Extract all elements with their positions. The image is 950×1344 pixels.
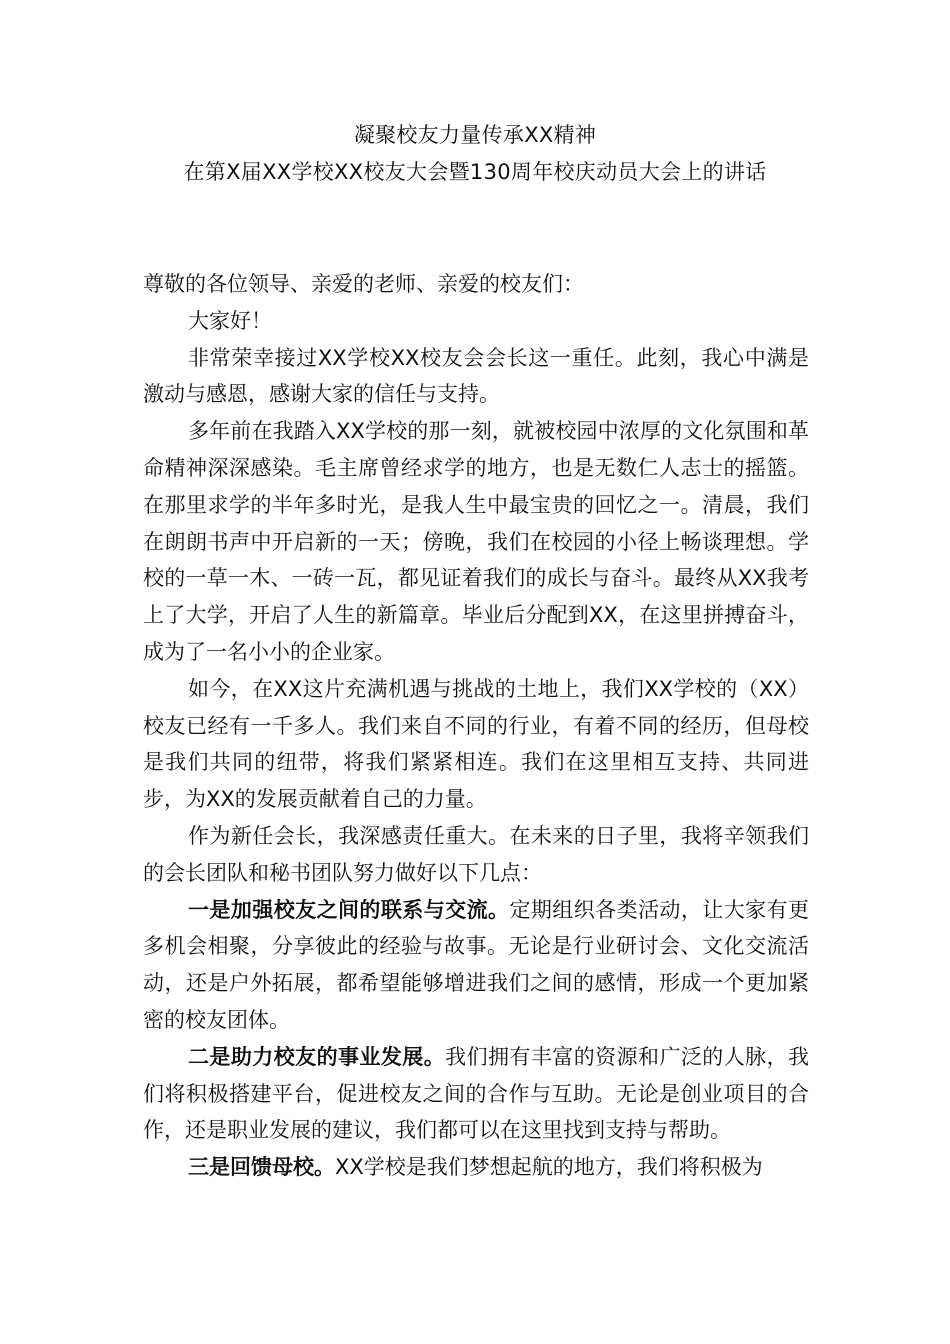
document-title: 凝聚校友力量传承XX精神 <box>353 123 597 147</box>
paragraph-4: 作为新任会长，我深感责任重大。在未来的日子里，我将辛领我们的会长团队和秘书团队努力做好以下几点： <box>143 823 809 885</box>
greeting: 大家好！ <box>188 308 272 333</box>
point-2-text: 我们拥有丰富的资源和广泛的人脉，我们将积极搭建平台，促进校友之间的合作与互助。无论是创业项目的合作，还是职业发展的建议，我们都可以在这里找到支持与帮助。 <box>143 1044 810 1143</box>
point-1-text: 定期组织各类活动，让大家有更多机会相聚，分享彼此的经验与故事。无论是行业研讨会、文化交流活动，还是户外拓展，都希望能够增进我们之间的感情，形成一个更加紧密的校友团体。 <box>143 897 810 1032</box>
point-3-lead: 三是回馈母校。 <box>188 1155 335 1180</box>
paragraph-3: 如今，在XX这片充满机遇与挑战的土地上，我们XX学校的（XX）校友已经有一千多人。我们来自不同的行业，有着不同的经历，但母校是我们共同的纽带，将我们紧紧相连。我们在这里相互支持、共同进步，为XX的发展贡献着自己的力量。 <box>143 676 809 812</box>
point-1 <box>143 892 809 1039</box>
document-subtitle: 在第X届XX学校XX校友大会暨130周年校庆动员大会上的讲话 <box>183 160 767 184</box>
salutation: 尊敬的各位领导、亲爱的老师、亲爱的校友们： <box>143 272 584 296</box>
point-3 <box>143 1149 809 1186</box>
point-2 <box>143 1039 809 1149</box>
paragraph-1: 非常荣幸接过XX学校XX校友会会长这一重任。此刻，我心中满是激动与感恩，感谢大家的信任与支持。 <box>143 345 809 407</box>
point-1-lead: 一是加强校友之间的联系与交流。 <box>188 897 510 922</box>
point-3-text: XX学校是我们梦想起航的地方，我们将积极为 <box>335 1155 763 1180</box>
point-2-lead: 二是助力校友的事业发展。 <box>188 1044 446 1069</box>
speech-body <box>143 266 809 1186</box>
paragraph-2: 多年前在我踏入XX学校的那一刻，就被校园中浓厚的文化氛围和革命精神深深感染。毛主席曾经求学的地方，也是无数仁人志士的摇篮。在那里求学的半年多时光，是我人生中最宝贵的回忆之一。清晨，我们在朗朗书声中开启新的一天；傍晚，我们在校园的小径上畅谈理想。学校的一草一木、一砖一瓦，都见证着我们的成长与奋斗。最终从XX我考上了大学，开启了人生的新篇章。毕业后分配到XX，在这里拼搏奋斗，成为了一名小小的企业家。 <box>143 419 809 664</box>
